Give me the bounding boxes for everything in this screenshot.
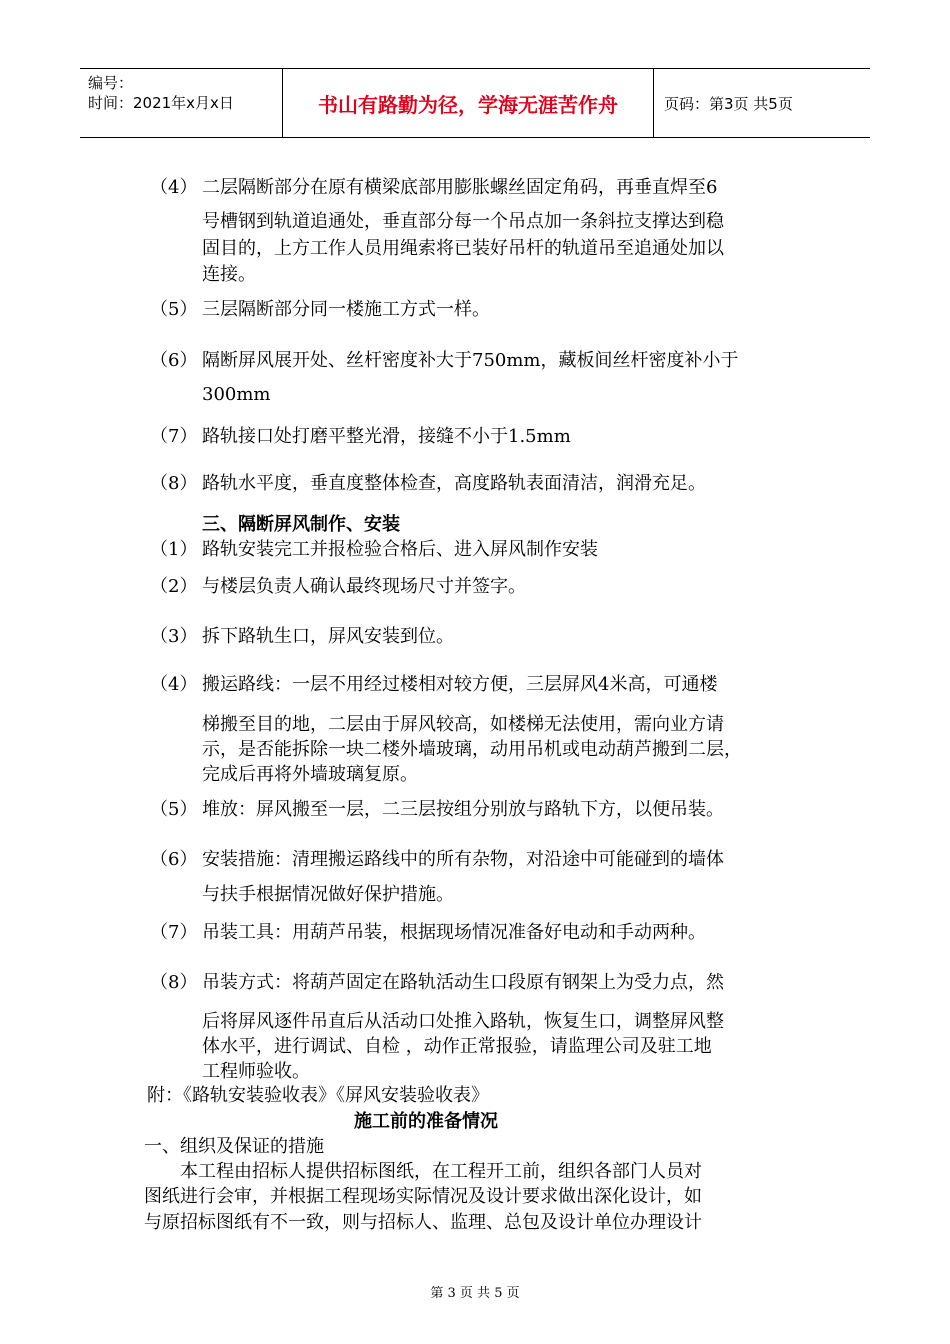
item-text: 工程师验收。	[202, 1061, 310, 1082]
item-number: （4）	[150, 674, 198, 695]
item-text: 梯搬至目的地，二层由于屏风较高，如楼梯无法使用，需向业方请	[202, 714, 724, 735]
attachment-line: 附：《路轨安装验收表》《屏风安装验收表》	[147, 1085, 489, 1106]
item-number: （4）	[150, 177, 198, 198]
item-number: （7）	[150, 922, 198, 943]
item-text: 号槽钢到轨道追通处，垂直部分每一个吊点加一条斜拉支撑达到稳	[202, 211, 724, 232]
item-text: 吊装方式：将葫芦固定在路轨活动生口段原有钢架上为受力点，然	[202, 972, 724, 993]
org-heading: 一、组织及保证的措施	[144, 1136, 324, 1157]
item-number: （2）	[150, 576, 198, 597]
item-text: 搬运路线：一层不用经过楼相对较方便，三层屏风4米高，可通楼	[202, 674, 718, 695]
item-text: 二层隔断部分在原有横梁底部用膨胀螺丝固定角码，再垂直焊至6	[202, 177, 718, 198]
item-number: （8）	[150, 972, 198, 993]
item-number: （1）	[150, 539, 198, 560]
prep-title: 施工前的准备情况	[354, 1111, 498, 1132]
paragraph-line: 本工程由招标人提供招标图纸，在工程开工前，组织各部门人员对	[180, 1161, 702, 1182]
item-text: 300mm	[202, 384, 271, 405]
item-text: 路轨水平度，垂直度整体检查，高度路轨表面清洁，润滑充足。	[202, 473, 706, 494]
item-number: （8）	[150, 473, 198, 494]
paragraph-line: 与原招标图纸有不一致，则与招标人、监理、总包及设计单位办理设计	[144, 1212, 702, 1233]
item-text: 固目的，上方工作人员用绳索将已装好吊杆的轨道吊至追通处加以	[202, 238, 724, 259]
item-number: （3）	[150, 626, 198, 647]
item-text: 路轨安装完工并报检验合格后、进入屏风制作安装	[202, 539, 598, 560]
item-text: 隔断屏风展开处、丝杆密度补大于750mm，藏板间丝杆密度补小于	[202, 350, 739, 371]
item-text: 安装措施：清理搬运路线中的所有杂物，对沿途中可能碰到的墙体	[202, 849, 724, 870]
item-text: 后将屏风逐件吊直后从活动口处推入路轨，恢复生口，调整屏风整	[202, 1011, 724, 1032]
item-text: 体水平，进行调试、自检 ，动作正常报验，请监理公司及驻工地	[202, 1036, 712, 1057]
item-text: 与扶手根据情况做好保护措施。	[202, 884, 454, 905]
header-number: 编号：	[88, 74, 134, 92]
page-footer: 第 3 页 共 5 页	[430, 1286, 520, 1301]
header-page-number: 页码：第3页 共5页	[664, 94, 793, 113]
section-title: 三、隔断屏风制作、安装	[202, 514, 400, 535]
item-number: （6）	[150, 350, 198, 371]
item-number: （6）	[150, 849, 198, 870]
item-text: 连接。	[202, 264, 256, 285]
item-text: 示，是否能拆除一块二楼外墙玻璃，动用吊机或电动葫芦搬到二层，	[202, 739, 742, 760]
item-number: （5）	[150, 299, 198, 320]
header-motto: 书山有路勤为径，学海无涯苦作舟	[282, 69, 654, 137]
item-text: 完成后再将外墙玻璃复原。	[202, 764, 418, 785]
paragraph-line: 图纸进行会审，并根据工程现场实际情况及设计要求做出深化设计，如	[144, 1186, 702, 1207]
header-meta	[80, 69, 282, 137]
item-text: 路轨接口处打磨平整光滑，接缝不小于1.5mm	[202, 426, 571, 447]
item-text: 堆放：屏风搬至一层，二三层按组分别放与路轨下方，以便吊装。	[202, 799, 724, 820]
item-text: 拆下路轨生口，屏风安装到位。	[202, 626, 454, 647]
item-text: 吊装工具：用葫芦吊装，根据现场情况准备好电动和手动两种。	[202, 922, 706, 943]
item-text: 三层隔断部分同一楼施工方式一样。	[202, 299, 490, 320]
item-text: 与楼层负责人确认最终现场尺寸并签字。	[202, 576, 526, 597]
item-number: （5）	[150, 799, 198, 820]
header-time: 时间：2021年x月x日	[88, 94, 234, 112]
item-number: （7）	[150, 426, 198, 447]
page-header	[80, 68, 870, 138]
